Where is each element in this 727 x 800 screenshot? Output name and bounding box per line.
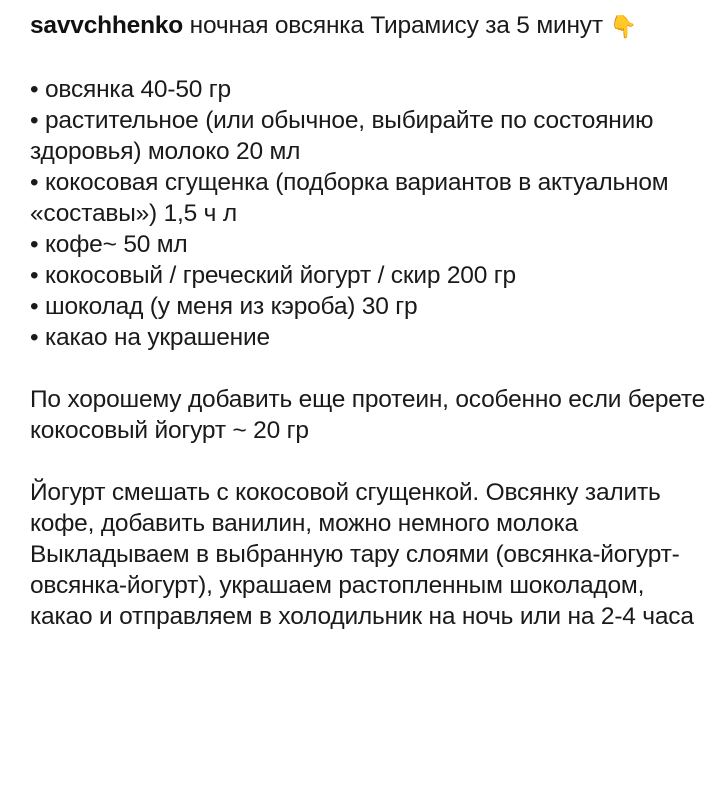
list-item: [30, 74, 710, 105]
pointing-down-hand-icon: 👇: [609, 15, 637, 40]
ingredient-text: кокосовая сгущенка (подборка вариантов в актуальном «составы») 1,5 ч л: [30, 169, 669, 227]
ingredient-text: шоколад (у меня из кэроба) 30 гр: [45, 293, 418, 320]
caption-header: [30, 10, 710, 43]
ingredient-text: растительное (или обычное, выбирайте по состоянию здоровья) молоко 20 мл: [30, 107, 654, 165]
username-link[interactable]: savvchhenko: [30, 12, 184, 39]
list-item: [30, 322, 710, 353]
bullet: •: [30, 107, 39, 134]
bullet: •: [30, 231, 39, 258]
ingredient-text: какао на украшение: [45, 324, 270, 351]
bullet: •: [30, 262, 39, 289]
list-item: [30, 167, 710, 229]
bullet: •: [30, 293, 39, 320]
ingredient-text: кофе~ 50 мл: [45, 231, 188, 258]
bullet: •: [30, 76, 39, 103]
list-item: [30, 229, 710, 260]
spacer: [30, 43, 710, 74]
list-item: [30, 291, 710, 322]
list-item: [30, 260, 710, 291]
list-item: [30, 105, 710, 167]
ingredient-text: овсянка 40-50 гр: [45, 76, 231, 103]
post-title: ночная овсянка Тирамису за 5 минут: [189, 12, 603, 39]
bullet: •: [30, 324, 39, 351]
bullet: •: [30, 169, 39, 196]
step-paragraph-1: Йогурт смешать с кокосовой сгущенкой. Овсянку залить кофе, добавить ванилин, можно немного молока: [30, 479, 661, 537]
step-paragraph-2: Выкладываем в выбранную тару слоями (овсянка-йогурт-овсянка-йогурт), украшаем растопленным шоколадом, какао и отправляем в холодильник на ночь или на 2-4 часа: [30, 541, 694, 630]
spacer: [30, 446, 710, 477]
ingredient-text: кокосовый / греческий йогурт / скир 200 гр: [45, 262, 516, 289]
tip-paragraph: По хорошему добавить еще протеин, особенно если берете кокосовый йогурт ~ 20 гр: [30, 386, 706, 444]
spacer: [30, 353, 710, 384]
ingredients-list: [30, 74, 710, 353]
post-caption: [30, 10, 710, 632]
